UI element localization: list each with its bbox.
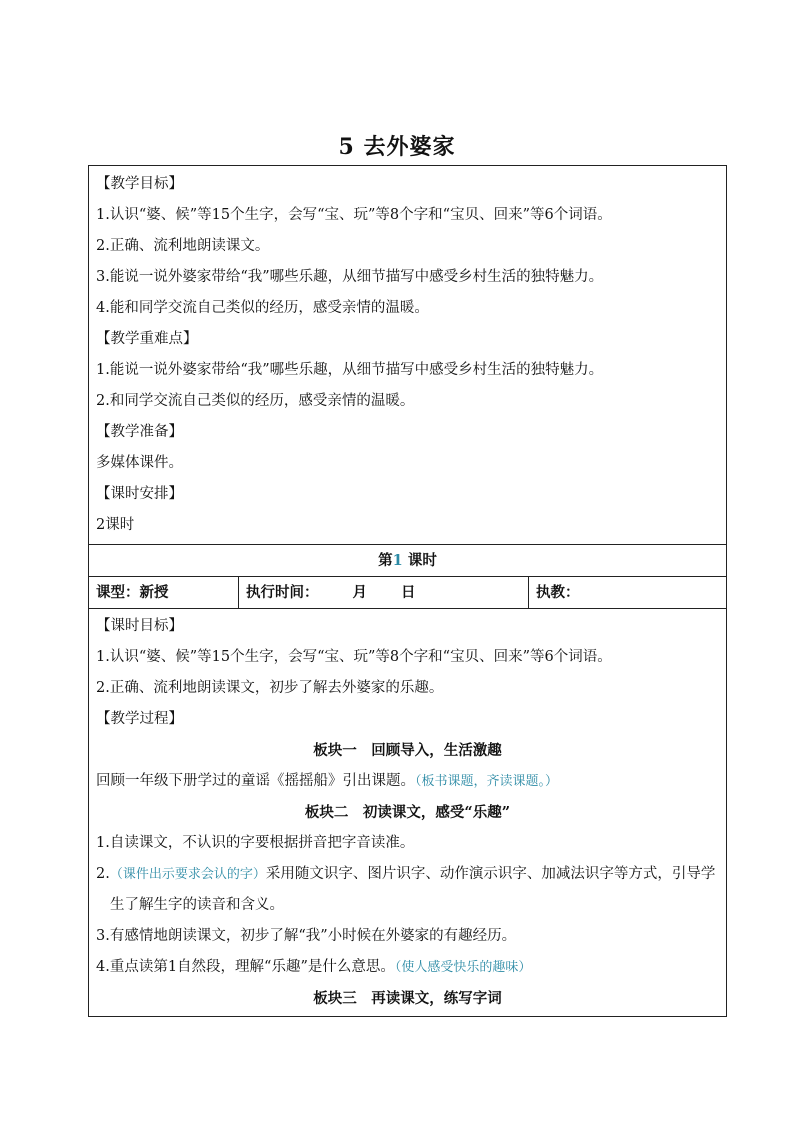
key-item: 2.和同学交流自己类似的经历，感受亲情的温暖。: [96, 393, 415, 409]
lesson-body: [89, 609, 727, 1017]
block1-note: （板书课题，齐读课题。）: [415, 774, 559, 789]
intro-section: [89, 166, 727, 545]
lesson-goal-item: 1.认识“婆、候”等15个生字，会写“宝、玩”等8个字和“宝贝、回来”等6个词语。: [96, 649, 612, 665]
block2-item4-note: （使人感受快乐的趣味）: [394, 960, 532, 975]
lesson-info-row: [89, 577, 727, 609]
key-heading: 【教学重难点】: [96, 331, 198, 347]
block3-title: 板块三 再读课文，练写字词: [313, 990, 502, 1007]
lesson-plan-table: [88, 165, 727, 1017]
lesson-title-row: [89, 545, 727, 577]
schedule-text: 2课时: [96, 517, 135, 533]
lesson-goal-item: 2.正确、流利地朗读课文，初步了解去外婆家的乐趣。: [96, 680, 444, 696]
process-heading: 【教学过程】: [96, 711, 183, 727]
lesson-number: 1: [392, 552, 403, 569]
block1-text: 回顾一年级下册学过的童谣《摇摇船》引出课题。（板书课题，齐读课题。）: [96, 773, 559, 789]
goal-item: 4.能和同学交流自己类似的经历，感受亲情的温暖。: [96, 300, 429, 316]
goal-item: 3.能说一说外婆家带给“我”哪些乐趣，从细节描写中感受乡村生活的独特魅力。: [96, 269, 604, 285]
lesson-goals-heading: 【课时目标】: [96, 618, 183, 634]
prep-heading: 【教学准备】: [96, 424, 183, 440]
schedule-heading: 【课时安排】: [96, 486, 183, 502]
block2-item: 2.（课件出示要求会认的字）采用随文识字、图片识字、动作演示识字、加减法识字等方式，引导学生了解生字的读音和含义。: [96, 866, 716, 913]
key-item: 1.能说一说外婆家带给“我”哪些乐趣，从细节描写中感受乡村生活的独特魅力。: [96, 362, 604, 378]
goals-heading: 【教学目标】: [96, 176, 183, 192]
lesson-title: 第1 课时: [89, 545, 727, 577]
block2-item2-note: （课件出示要求会认的字）: [109, 867, 266, 882]
block2-item: 1.自读课文，不认识的字要根据拼音把字音读准。: [96, 835, 415, 851]
prep-text: 多媒体课件。: [96, 455, 183, 471]
goal-item: 2.正确、流利地朗读课文。: [96, 238, 270, 254]
goal-item: 1.认识“婆、候”等15个生字，会写“宝、玩”等8个字和“宝贝、回来”等6个词语。: [96, 207, 612, 223]
block2-item: 3.有感情地朗读课文，初步了解“我”小时候在外婆家的有趣经历。: [96, 928, 517, 944]
page-title: 5 去外婆家: [338, 134, 456, 160]
lesson-type: 课型：新授: [89, 577, 239, 609]
execution-time: 执行时间： 月 日: [239, 577, 529, 609]
teacher-label: 执教：: [529, 577, 727, 609]
block2-title: 板块二 初读课文，感受“乐趣”: [304, 804, 511, 821]
block1-title: 板块一 回顾导入，生活激趣: [313, 742, 502, 759]
block2-item: 4.重点读第1自然段，理解“乐趣”是什么意思。（使人感受快乐的趣味）: [96, 959, 532, 975]
